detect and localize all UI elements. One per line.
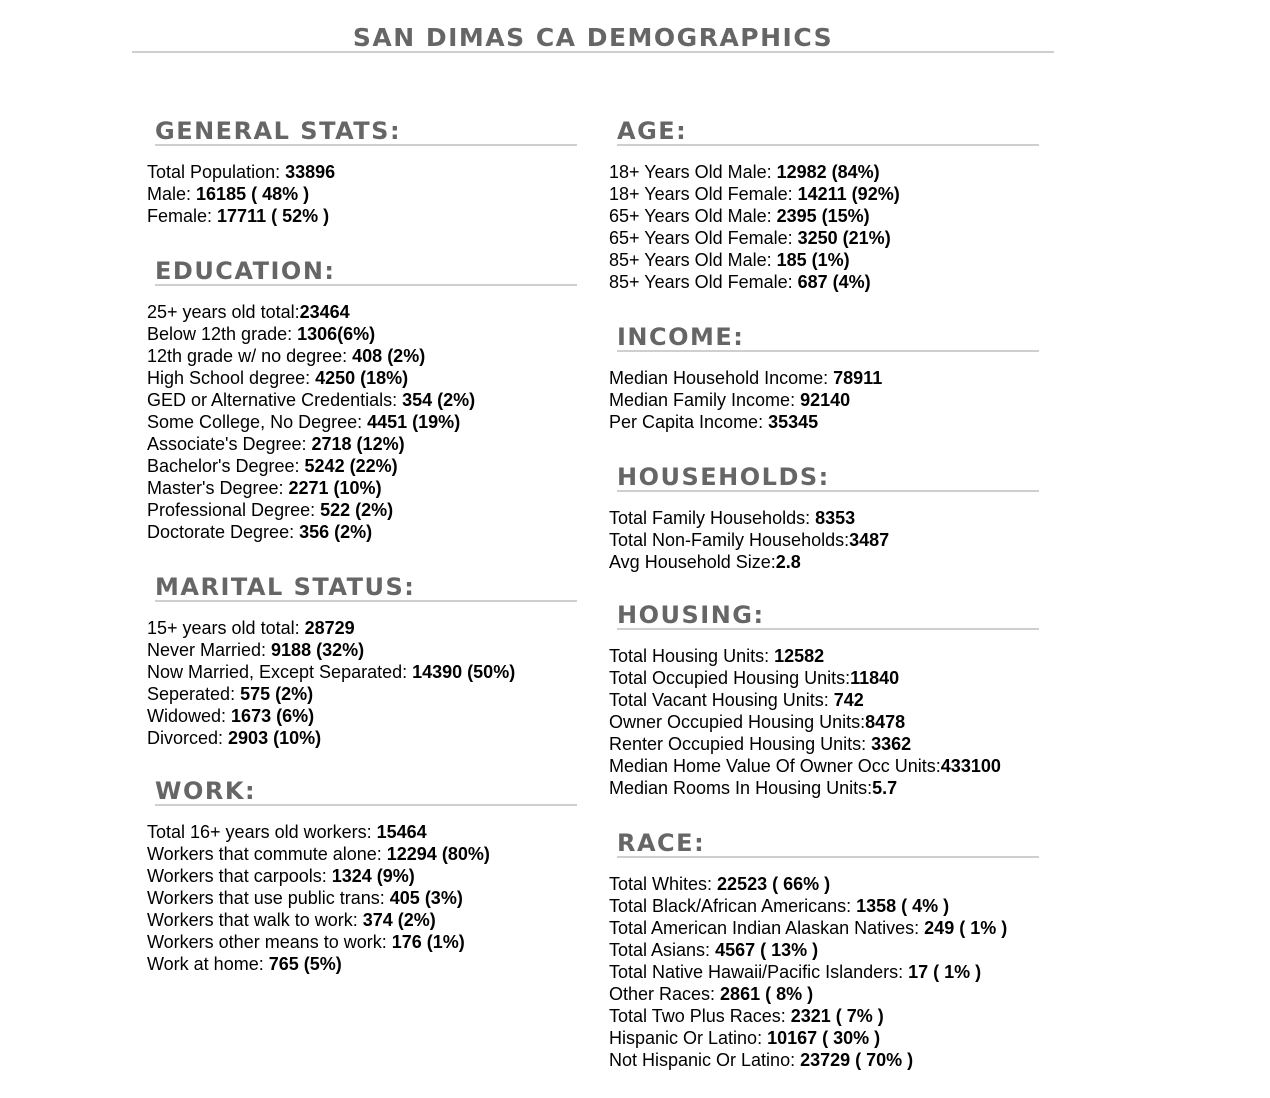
stat-label: Median Rooms In Housing Units: bbox=[609, 778, 873, 798]
stat-value: 3250 (21%) bbox=[797, 228, 891, 248]
stat-value: 12982 (84%) bbox=[776, 162, 880, 182]
stat-value: 408 (2%) bbox=[352, 346, 426, 366]
stat-label: Some College, No Degree: bbox=[147, 412, 368, 432]
stat-row bbox=[609, 507, 1039, 529]
stat-label: Doctorate Degree: bbox=[147, 522, 300, 542]
stat-row bbox=[147, 931, 577, 953]
stat-label: Bachelor's Degree: bbox=[147, 456, 305, 476]
stat-label: Widowed: bbox=[147, 706, 232, 726]
stat-value: 23464 bbox=[299, 302, 350, 322]
stat-value: 765 (5%) bbox=[268, 954, 342, 974]
stat-value: 10167 ( 30% ) bbox=[767, 1028, 881, 1048]
stat-label: Total Non-Family Households: bbox=[609, 530, 850, 550]
stat-row bbox=[147, 411, 577, 433]
stat-label: 18+ Years Old Male: bbox=[609, 162, 777, 182]
stat-label: Median Family Income: bbox=[609, 390, 801, 410]
stat-label: Other Races: bbox=[609, 984, 721, 1004]
stat-label: Total Whites: bbox=[609, 874, 718, 894]
stat-value: 92140 bbox=[800, 390, 851, 410]
stat-label: Owner Occupied Housing Units: bbox=[609, 712, 866, 732]
stat-value: 354 (2%) bbox=[402, 390, 476, 410]
stat-label: Total Housing Units: bbox=[609, 646, 775, 666]
stat-value: 14211 (92%) bbox=[797, 184, 900, 204]
stat-label: Avg Household Size: bbox=[609, 552, 776, 572]
stat-value: 33896 bbox=[285, 162, 336, 182]
stat-value: 2861 ( 8% ) bbox=[720, 984, 814, 1004]
section-heading: EDUCATION: bbox=[155, 258, 577, 286]
stat-row bbox=[609, 961, 1039, 983]
stat-row bbox=[609, 249, 1039, 271]
stat-value: 17 ( 1% ) bbox=[908, 962, 982, 982]
stat-label: 18+ Years Old Female: bbox=[609, 184, 798, 204]
stat-label: GED or Alternative Credentials: bbox=[147, 390, 403, 410]
stat-label: Master's Degree: bbox=[147, 478, 289, 498]
stat-label: Total Family Households: bbox=[609, 508, 816, 528]
stat-label: Per Capita Income: bbox=[609, 412, 769, 432]
stat-label: Total Asians: bbox=[609, 940, 716, 960]
stat-value: 14390 (50%) bbox=[412, 662, 516, 682]
stat-value: 356 (2%) bbox=[299, 522, 373, 542]
stat-label: 12th grade w/ no degree: bbox=[147, 346, 353, 366]
stat-row bbox=[609, 1005, 1039, 1027]
stat-value: 5242 (22%) bbox=[304, 456, 398, 476]
stat-list bbox=[147, 301, 577, 543]
stat-row bbox=[147, 661, 577, 683]
stat-value: 2395 (15%) bbox=[776, 206, 870, 226]
stat-label: Female: bbox=[147, 206, 218, 226]
stat-label: Workers that carpools: bbox=[147, 866, 332, 886]
stat-row bbox=[147, 953, 577, 975]
page-title bbox=[132, 22, 1054, 53]
stat-value: 28729 bbox=[304, 618, 355, 638]
stat-label: Workers that commute alone: bbox=[147, 844, 387, 864]
stat-row bbox=[609, 711, 1039, 733]
section-work bbox=[147, 778, 577, 975]
stat-label: Renter Occupied Housing Units: bbox=[609, 734, 872, 754]
stat-value: 4567 ( 13% ) bbox=[715, 940, 819, 960]
stat-row bbox=[609, 895, 1039, 917]
stat-value: 16185 ( 48% ) bbox=[196, 184, 310, 204]
stat-value: 742 bbox=[833, 690, 864, 710]
section-heading: HOUSING: bbox=[617, 602, 1039, 630]
stat-label: Total Occupied Housing Units: bbox=[609, 668, 851, 688]
stat-value: 3487 bbox=[849, 530, 890, 550]
section-housing bbox=[609, 602, 1039, 799]
stat-label: Total Vacant Housing Units: bbox=[609, 690, 834, 710]
stat-row bbox=[147, 521, 577, 543]
stat-label: Median Home Value Of Owner Occ Units: bbox=[609, 756, 941, 776]
stat-label: 85+ Years Old Male: bbox=[609, 250, 777, 270]
stat-value: 522 (2%) bbox=[320, 500, 394, 520]
stat-value: 5.7 bbox=[872, 778, 898, 798]
stat-value: 2903 (10%) bbox=[228, 728, 322, 748]
stat-row bbox=[609, 667, 1039, 689]
stat-row bbox=[147, 345, 577, 367]
stat-value: 9188 (32%) bbox=[271, 640, 365, 660]
stat-value: 185 (1%) bbox=[776, 250, 850, 270]
stat-row bbox=[609, 271, 1039, 293]
stat-row bbox=[609, 1049, 1039, 1071]
stat-row bbox=[147, 617, 577, 639]
stat-value: 3362 bbox=[871, 734, 912, 754]
stat-list bbox=[147, 617, 577, 749]
stat-label: Total Black/African Americans: bbox=[609, 896, 857, 916]
section-general-stats bbox=[147, 118, 577, 227]
stat-value: 78911 bbox=[833, 368, 883, 388]
stat-row bbox=[609, 733, 1039, 755]
stat-label: Below 12th grade: bbox=[147, 324, 298, 344]
stat-value: 575 (2%) bbox=[240, 684, 314, 704]
stat-label: 85+ Years Old Female: bbox=[609, 272, 798, 292]
stat-row bbox=[609, 1027, 1039, 1049]
stat-label: 15+ years old total: bbox=[147, 618, 305, 638]
stat-row bbox=[609, 161, 1039, 183]
stat-label: Workers that use public trans: bbox=[147, 888, 390, 908]
section-age bbox=[609, 118, 1039, 293]
stat-row bbox=[147, 161, 577, 183]
stat-value: 2718 (12%) bbox=[311, 434, 405, 454]
stat-label: Now Married, Except Separated: bbox=[147, 662, 413, 682]
stat-label: Never Married: bbox=[147, 640, 272, 660]
stat-row bbox=[609, 777, 1039, 799]
stat-row bbox=[147, 323, 577, 345]
stat-value: 374 (2%) bbox=[362, 910, 436, 930]
stat-label: Workers other means to work: bbox=[147, 932, 392, 952]
stat-value: 2271 (10%) bbox=[288, 478, 382, 498]
stat-list bbox=[609, 507, 1039, 573]
stat-label: 25+ years old total: bbox=[147, 302, 300, 322]
stat-value: 1358 ( 4% ) bbox=[856, 896, 950, 916]
stat-label: Workers that walk to work: bbox=[147, 910, 363, 930]
stat-list bbox=[147, 161, 577, 227]
section-heading: RACE: bbox=[617, 830, 1039, 858]
section-race bbox=[609, 830, 1039, 1071]
stat-row bbox=[147, 477, 577, 499]
stat-label: Male: bbox=[147, 184, 197, 204]
stat-list bbox=[609, 645, 1039, 799]
stat-value: 12294 (80%) bbox=[386, 844, 490, 864]
stat-value: 1673 (6%) bbox=[231, 706, 315, 726]
stat-label: Total Two Plus Races: bbox=[609, 1006, 791, 1026]
stat-row bbox=[609, 389, 1039, 411]
stat-label: Total Population: bbox=[147, 162, 286, 182]
stat-label: Associate's Degree: bbox=[147, 434, 312, 454]
stat-label: Work at home: bbox=[147, 954, 269, 974]
stat-row bbox=[609, 939, 1039, 961]
stat-value: 23729 ( 70% ) bbox=[800, 1050, 914, 1070]
stat-row bbox=[147, 821, 577, 843]
stat-label: Total 16+ years old workers: bbox=[147, 822, 377, 842]
stat-value: 17711 ( 52% ) bbox=[217, 206, 330, 226]
section-heading: GENERAL STATS: bbox=[155, 118, 577, 146]
section-heading: INCOME: bbox=[617, 324, 1039, 352]
stat-row bbox=[147, 367, 577, 389]
stat-value: 8353 bbox=[815, 508, 856, 528]
stat-value: 4451 (19%) bbox=[367, 412, 461, 432]
stat-row bbox=[609, 755, 1039, 777]
stat-list bbox=[609, 161, 1039, 293]
stat-label: Total Native Hawaii/Pacific Islanders: bbox=[609, 962, 909, 982]
stat-value: 249 ( 1% ) bbox=[924, 918, 1008, 938]
stat-row bbox=[609, 367, 1039, 389]
stat-value: 8478 bbox=[865, 712, 906, 732]
stat-row bbox=[609, 917, 1039, 939]
stat-row bbox=[609, 227, 1039, 249]
stat-value: 687 (4%) bbox=[797, 272, 871, 292]
stat-row bbox=[147, 389, 577, 411]
section-heading: WORK: bbox=[155, 778, 577, 806]
stat-label: Not Hispanic Or Latino: bbox=[609, 1050, 801, 1070]
stat-row bbox=[147, 887, 577, 909]
stat-value: 176 (1%) bbox=[391, 932, 465, 952]
stat-list bbox=[609, 873, 1039, 1071]
stat-row bbox=[147, 909, 577, 931]
stat-label: 65+ Years Old Female: bbox=[609, 228, 798, 248]
section-income bbox=[609, 324, 1039, 433]
stat-row bbox=[609, 873, 1039, 895]
stat-value: 2.8 bbox=[775, 552, 801, 572]
stat-value: 11840 bbox=[850, 668, 900, 688]
stat-list bbox=[609, 367, 1039, 433]
stat-value: 4250 (18%) bbox=[315, 368, 409, 388]
stat-row bbox=[609, 529, 1039, 551]
stat-row bbox=[609, 645, 1039, 667]
stat-row bbox=[147, 433, 577, 455]
section-heading: MARITAL STATUS: bbox=[155, 574, 577, 602]
stat-row bbox=[147, 499, 577, 521]
stat-value: 22523 ( 66% ) bbox=[717, 874, 831, 894]
section-heading: HOUSEHOLDS: bbox=[617, 464, 1039, 492]
stat-row bbox=[609, 983, 1039, 1005]
stat-label: Professional Degree: bbox=[147, 500, 321, 520]
section-education bbox=[147, 258, 577, 543]
stat-row bbox=[147, 727, 577, 749]
section-households bbox=[609, 464, 1039, 573]
stat-label: High School degree: bbox=[147, 368, 316, 388]
stat-row bbox=[609, 411, 1039, 433]
stat-row bbox=[147, 639, 577, 661]
stat-row bbox=[147, 843, 577, 865]
stat-row bbox=[147, 705, 577, 727]
section-heading: AGE: bbox=[617, 118, 1039, 146]
stat-row bbox=[147, 301, 577, 323]
stat-row bbox=[147, 865, 577, 887]
stat-label: 65+ Years Old Male: bbox=[609, 206, 777, 226]
stat-label: Seperated: bbox=[147, 684, 241, 704]
stat-row bbox=[147, 683, 577, 705]
stat-row bbox=[147, 183, 577, 205]
stat-row bbox=[609, 205, 1039, 227]
stat-value: 1324 (9%) bbox=[331, 866, 415, 886]
section-marital-status bbox=[147, 574, 577, 749]
stat-row bbox=[147, 205, 577, 227]
stat-value: 405 (3%) bbox=[389, 888, 463, 908]
stat-value: 12582 bbox=[774, 646, 825, 666]
stat-row bbox=[609, 689, 1039, 711]
stat-value: 433100 bbox=[940, 756, 1001, 776]
stat-value: 1306(6%) bbox=[297, 324, 376, 344]
stat-label: Median Household Income: bbox=[609, 368, 834, 388]
stat-value: 15464 bbox=[376, 822, 427, 842]
stat-value: 35345 bbox=[768, 412, 819, 432]
page-title-text: SAN DIMAS CA DEMOGRAPHICS bbox=[352, 23, 834, 52]
stat-label: Divorced: bbox=[147, 728, 229, 748]
stat-value: 2321 ( 7% ) bbox=[790, 1006, 884, 1026]
stat-row bbox=[609, 183, 1039, 205]
stat-list bbox=[147, 821, 577, 975]
stat-label: Total American Indian Alaskan Natives: bbox=[609, 918, 925, 938]
stat-row bbox=[147, 455, 577, 477]
stat-row bbox=[609, 551, 1039, 573]
stat-label: Hispanic Or Latino: bbox=[609, 1028, 768, 1048]
